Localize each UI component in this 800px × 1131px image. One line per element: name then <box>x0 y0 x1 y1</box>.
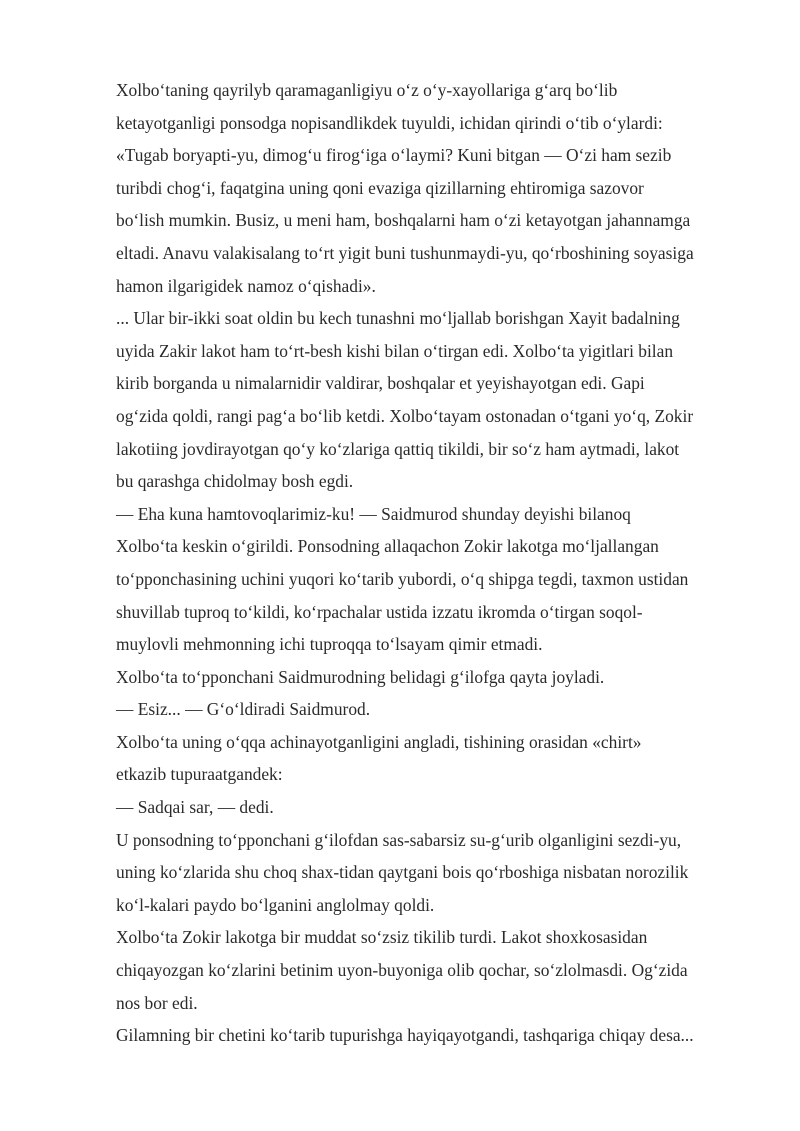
text-line: Xolbo‘ta keskin o‘girildi. Ponsodning allaqachon Zokir lakotga mo‘ljallangan <box>116 536 659 557</box>
text-line: — Eha kuna hamtovoqlarimiz-ku! — Saidmurod shunday deyishi bilanoq <box>116 503 631 524</box>
text-line: hamon ilgarigidek namoz o‘qishadi». <box>116 275 376 296</box>
text-line: — Sadqai sar, — dedi. <box>116 797 274 818</box>
text-line: ko‘l-kalari paydo bo‘lganini anglolmay qoldi. <box>116 894 435 915</box>
text-line: bu qarashga chidolmay bosh egdi. <box>116 471 354 492</box>
text-line: turibdi chog‘i, faqatgina uning qoni evaziga qizillarning ehtiromiga sazovor <box>116 177 644 198</box>
text-line: uning ko‘zlarida shu choq shax-tidan qaytgani bois qo‘rboshiga nisbatan norozilik <box>116 862 689 883</box>
text-line: lakotiing jovdirayotgan qo‘y ko‘zlariga qattiq tikildi, bir so‘z ham aytmadi, lakot <box>116 438 680 459</box>
text-line: Xolbo‘taning qayrilyb qaramaganligiyu o‘z o‘y-xayollariga g‘arq bo‘lib <box>116 80 618 100</box>
text-line: nos bor edi. <box>116 992 198 1013</box>
text-line: kirib borganda u nimalarnidir valdirar, boshqalar et yeyishayotgan edi. Gapi <box>116 373 645 394</box>
text-line: shuvillab tuproq to‘kildi, ko‘rpachalar ustida izzatu ikromda o‘tirgan soqol- <box>116 601 643 622</box>
text-line: eltadi. Anavu valakisalang to‘rt yigit buni tushunmaydi-yu, qo‘rboshining soyasiga <box>116 242 694 263</box>
text-line: bo‘lish mumkin. Busiz, u meni ham, boshqalarni ham o‘zi ketayotgan jahannamga <box>116 210 691 231</box>
text-line: — Esiz... — G‘o‘ldiradi Saidmurod. <box>116 699 371 720</box>
text-line: «Tugab boryapti-yu, dimog‘u firog‘iga o‘laymi? Kuni bitgan — O‘zi ham sezib <box>116 145 672 166</box>
text-line: U ponsodning to‘pponchani g‘ilofdan sas-sabarsiz su-g‘urib olganligini sezdi-yu, <box>116 829 682 850</box>
text-line: to‘pponchasining uchini yuqori ko‘tarib yubordi, o‘q shipga tegdi, taxmon ustidan <box>116 568 689 589</box>
text-line: ... Ular bir-ikki soat oldin bu kech tunashni mo‘ljallab borishgan Xayit badalning <box>116 308 680 329</box>
text-line: Xolbo‘ta Zokir lakotga bir muddat so‘zsiz tikilib turdi. Lakot shoxkosasidan <box>116 927 648 948</box>
text-line: muylovli mehmonning ichi tuproqqa to‘lsayam qimir etmadi. <box>116 634 543 655</box>
text-line: Xolbo‘ta uning o‘qqa achinayotganligini angladi, tishining orasidan «chirt» <box>116 731 642 752</box>
text-line: etkazib tupuraatgandek: <box>116 764 283 785</box>
text-line: ketayotganligi ponsodga nopisandlikdek tuyuldi, ichidan qirindi o‘tib o‘ylardi: <box>116 112 663 133</box>
text-line: chiqayozgan ko‘zlarini betinim uyon-buyoniga olib qochar, so‘zlolmasdi. Og‘zida <box>116 960 688 981</box>
text-line: Gilamning bir chetini ko‘tarib tupurishga hayiqayotgandi, tashqariga chiqay desa... <box>116 1025 694 1046</box>
text-line: og‘zida qoldi, rangi pag‘a bo‘lib ketdi. Xolbo‘tayam ostonadan o‘tgani yo‘q, Zokir <box>116 405 694 426</box>
text-line: uyida Zakir lakot ham to‘rt-besh kishi bilan o‘tirgan edi. Xolbo‘ta yigitlari bilan <box>116 340 674 361</box>
document-page <box>116 74 742 1052</box>
text-line: Xolbo‘ta to‘pponchani Saidmurodning belidagi g‘ilofga qayta joyladi. <box>116 666 605 687</box>
